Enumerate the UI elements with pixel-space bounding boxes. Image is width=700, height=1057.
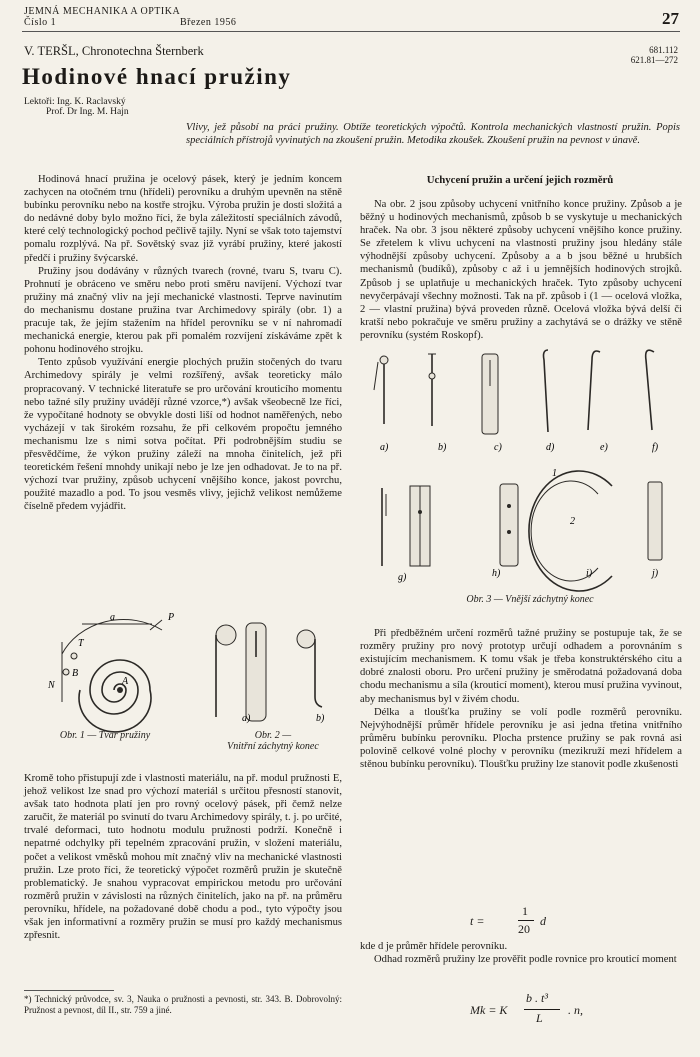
eq1-var: d (540, 914, 546, 928)
equation-thickness (470, 906, 590, 936)
equation-torque (470, 993, 620, 1027)
fig2-label-b: b) (316, 713, 325, 724)
fig3-label-e: e) (600, 442, 608, 453)
paragraph: Pružiny jsou dodávány v různých tvarech (rovné, tvaru S, tvaru C). Prohnutí je obráceno ve směru nebo proti směru navíjení. Výchozí tvar pružiny má značný vliv na její mechanické vlastnosti. Teprve navinutím do mechanismu dostane pružina tvar Archimedovy spirály (obr. 1) a pracuje tak, že jejím stažením na hřídel perovníku se v ní nahromadí mechanická energie, kterou pak při pomalém rozvíjení získáváme zpět k pohonu hodinového strojku. (24, 265, 342, 356)
paragraph: kde d je průměr hřídele perovníku. (360, 941, 508, 952)
fig3-label-a: a) (380, 442, 389, 453)
variant-h (410, 486, 430, 566)
abstract: Vlivy, jež působí na práci pružiny. Obtíže teoretických výpočtů. Kontrola mechanických vlastností pružin. Popis speciálních přístrojů vyvinutých na zkoušení pružin. Metodika zkoušek. Zkoušení pružin na pevnost v únavě. (186, 122, 680, 146)
fig1-label-t: T (78, 638, 84, 649)
fig3-label-b: b) (438, 442, 447, 453)
variant-i-insert (531, 481, 598, 581)
figure-2-caption-line2: Vnitřní záchytný konec (227, 741, 319, 752)
reviewer-2: Prof. Dr Ing. M. Hajn (46, 107, 129, 117)
variant-e (588, 351, 600, 430)
eq1-numerator: 1 (522, 904, 528, 918)
eq1-denominator: 20 (518, 922, 530, 936)
figure-3-outer-end (362, 346, 682, 596)
right-column-top (360, 198, 682, 343)
left-column-top (24, 173, 342, 513)
fig1-label-a-center: A (122, 676, 129, 687)
fig1-label-a: a (110, 612, 115, 623)
eq2-lhs: Mk = K (470, 1003, 508, 1017)
paragraph: Odhad rozměrů pružiny lze prověřit podle rovnice pro krouticí moment (374, 954, 677, 966)
eq1-fraction-bar (518, 920, 534, 921)
variant-f (646, 350, 654, 430)
author-line: V. TERŠL, Chronotechna Šternberk (24, 44, 204, 58)
paragraph: Délka a tloušťka pružiny se volí podle rozměrů perovníku. Nejvýhodnější průměr hřídele perovníku je asi jedna třetina vnitřního průměru bubínku perovníku. Plocha prstence pružiny se pak rovná asi polovině celkové volné plochy v perovníku (mezikruží mezi hřídelem a stěnou bubínku perovníku). Tloušťku pružiny lze stanovit podle zkušenosti (360, 706, 682, 770)
issue-number: Číslo 1 (24, 17, 57, 28)
eq1-lhs: t = (470, 914, 485, 928)
journal-name: JEMNÁ MECHANIKA A OPTIKA (24, 6, 181, 17)
right-column-end (360, 940, 682, 966)
variant-g (382, 488, 386, 566)
left-column-bottom (24, 772, 342, 942)
variant-i-spring (529, 471, 612, 591)
variant-h2 (500, 484, 518, 566)
fig3-label-c: c) (494, 442, 502, 453)
fig1-label-p: P (168, 612, 175, 623)
udc-code-1: 681.112 (649, 45, 678, 55)
eq2-tail: . n, (568, 1003, 583, 1017)
arbor (117, 687, 123, 693)
arbor-a (216, 625, 236, 645)
eq2-fraction-bar (524, 1009, 560, 1010)
paragraph: Tento způsob využívání energie plochých pružin stočených do tvaru Archimedovy spirály je velmi rozšířený, avšak teoreticky málo propracovaný. V technické literatuře se pro určování krouticího momentu nebo tažné síly pružiny uvádějí různé vzorce,*) avšak všeobecně lze říci, že vypočítané hodnoty se obvykle dosti liší od hodnot naměřených, nebo vycházejí v tak širokém rozsahu, že při celkovém propočtu jemného mechanismu lze s nimi sotva počítat. Při podrobnějším studiu se přesvědčíme, že výkon pružiny záleží na mnoha činitelích, jež při teoretickém řešení mnohdy unikají nebo je lze jen odhadovat. Je to na př. výchozí tvar pružiny, způsob uchycení vnějšího konce, jakost povrchu, použité mazadlo a pod. To jsou vesměs vlivy, jejichž velikost nemůžeme číselně předem vyjádřit. (24, 357, 342, 513)
variant-a (374, 356, 388, 424)
paragraph: Hodinová hnací pružina je ocelový pásek, který je jedním koncem zachycen na otočném trnu (hřídeli) perovníku a druhým upevněn na stěně bubínku perovníku nebo na kostře strojku. Výroba pružin je dosti složitá a do nedávné doby bylo možno říci, že byla záležitostí speciálních závodů, které celý technologický pochod pečlivě tajily. Nyní se však toto tajemství pomalu rozplývá. Na př. Sovětský svaz již vyrábí pružiny, které jakostí předčí i pružiny švýcarské. (24, 174, 342, 264)
point-b (63, 669, 69, 675)
figure-1-spring-shape (22, 612, 202, 732)
figure-1-caption: Obr. 1 — Tvar pružiny (59, 730, 151, 741)
article-title: Hodinové hnací pružiny (22, 64, 292, 89)
fig3-label-i: i) (586, 568, 593, 579)
variant-b (428, 354, 436, 426)
figure-3-caption: Obr. 3 — Vnější záchytný konec (466, 594, 594, 605)
figure-2-inner-end (212, 617, 332, 727)
right-column-bottom (360, 626, 682, 901)
page-number: 27 (662, 9, 679, 28)
header-rule (22, 31, 680, 32)
footnote-rule (24, 990, 114, 991)
point-t (71, 653, 77, 659)
footnote: *) Technický průvodce, sv. 3, Nauka o pružnosti a pevnosti, str. 343. B. Dobrovolný: Pružnost a pevnost, díl II., str. 759 a jiné. (24, 994, 342, 1015)
fig3-label-j: j) (652, 568, 659, 579)
figure-2-caption-line1: Obr. 2 — (254, 730, 292, 741)
udc-code-2: 621.81—272 (630, 55, 678, 65)
eq2-numerator: b . t³ (526, 991, 548, 1005)
fig1-label-b: B (72, 668, 79, 679)
spring-outer-arc (62, 619, 162, 654)
fig3-part-2: 2 (570, 516, 575, 527)
fig3-label-f: f) (652, 442, 659, 453)
variant-d (544, 350, 549, 432)
paragraph: Při předběžném určení rozměrů tažné pružiny se postupuje tak, že se rozměry pružiny pro nový prototyp určují odhadem a porovnáním s existujícím mechanismem. K tomu však je třeba konstruktérského citu a dobré znalosti oboru. Pro určení pružiny je směrodatná požadovaná doba chodu mechanismu a síla (krouticí moment), kterou musí pružina vyvinout, aby mechanismus byl v živém chodu. (360, 628, 682, 705)
fig3-part-1: 1 (552, 468, 557, 479)
fig3-label-g: g) (398, 572, 407, 583)
paragraph: Na obr. 2 jsou způsoby uchycení vnitřního konce pružiny. Způsob a je běžný u hodinových mechanismů, způsob b se vyskytuje u mechanických hraček. Na obr. 3 jsou některé způsoby uchycení vnějšího konce pružiny. Se zřetelem k vlivu uchycení na vlastnosti pružiny jsou hledány stále výhodnější způsoby uchycení. Způsoby a a b jsou běžné u hrubších mechanismů (budíků), způsoby c až i u jemnějších hodinových strojků. Způsob j se uplatňuje u mechanických hraček. Tyto způsoby uchycení nevyčerpávají všechny možnosti. Tak na př. způsob i (1 — ocelová vložka, 2 — vlastní pružina) bývá proveden různě. Ocelová vložka bývá delší či kratší nebo pokračuje ve směru pružiny a zachytává se o drážky ve stěně perovníku (systém Roskopf). (360, 199, 682, 341)
reviewer-1: Lektoři: Ing. K. Raclavský (24, 97, 126, 107)
paragraph: Kromě toho přistupují zde i vlastnosti materiálu, na př. modul pružnosti E, jehož velikost lze snad pro výchozí materiál s určitou přesností stanovit, avšak tato hodnota platí jen pro rovný ocelový pásek, při čemž nelze zaručit, že materiál po svinutí do tvaru Archimedovy spirály, t. j. po určité, trvalé deformaci, tuto hodnotu modulu pružnosti podrží. Konečně i nepatrné odchylky při tepelném zpracování pružin, v složení materiálu, počet a velikost vměsků mohou mít značný vliv na mechanické vlastnosti pružin. Lze proto říci, že teoretický výpočet rozměrů pružin je skutečně problematický. Je snahou vypracovat empirickou metodu pro určování rozměrů pružin v závislosti na různých činitelích, jako na př. na průměru perovníku, hřídele, na požadované době chodu a pod., tyto výpočty jsou však jen informativní a rozměry pružin se musí pro každý mechanismus zpřesnit. (24, 773, 342, 942)
variant-c (482, 354, 498, 434)
archimedes-spiral (79, 660, 151, 732)
fig1-label-n: N (48, 680, 55, 691)
fig3-label-h: h) (492, 568, 501, 579)
fig2-label-a: a) (242, 713, 251, 724)
fig3-label-d: d) (546, 442, 555, 453)
spring-end-b (315, 639, 322, 707)
arbor-b (297, 630, 315, 648)
section-heading: Uchycení pružin a určení jejich rozměrů (426, 174, 614, 186)
variant-j (648, 482, 662, 560)
eq2-denominator: L (536, 1011, 543, 1025)
issue-date: Březen 1956 (180, 17, 237, 28)
